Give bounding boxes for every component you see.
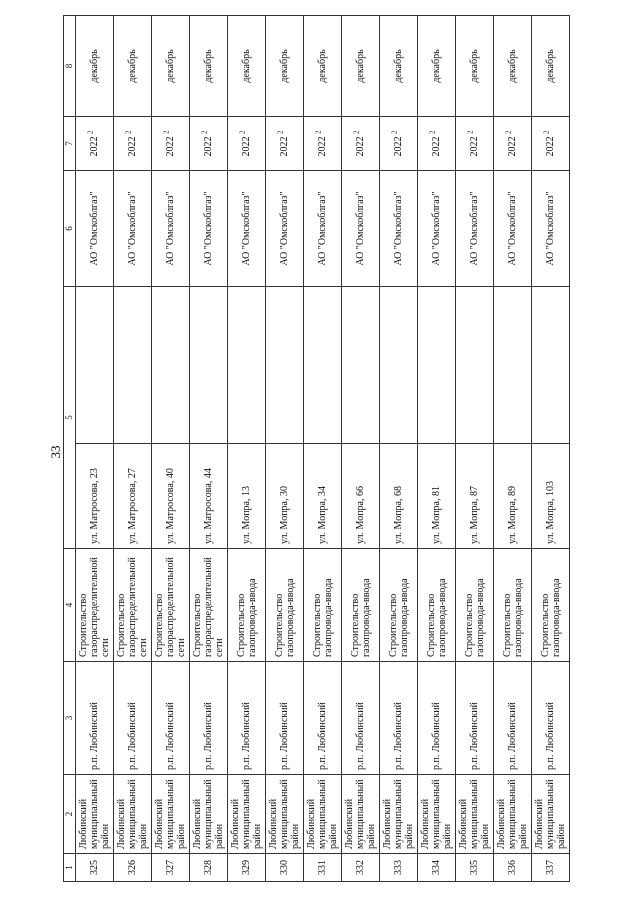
- footnote-mark: 2: [124, 130, 133, 134]
- month-cell: декабрь: [380, 16, 418, 117]
- empty-cell: [228, 287, 266, 444]
- table-body: [76, 16, 570, 882]
- year-cell: [228, 117, 266, 171]
- locality-cell: р.п. Любинский: [380, 662, 418, 775]
- locality-cell: р.п. Любинский: [228, 662, 266, 775]
- table-row: [342, 16, 380, 882]
- organization-cell: АО "Омскоблгаз": [418, 171, 456, 287]
- footnote-mark: 2: [352, 130, 361, 134]
- work-type-cell: Строительство газопровода-ввода: [342, 549, 380, 662]
- row-number: 330: [266, 854, 304, 882]
- year-cell: [342, 117, 380, 171]
- district-cell: Любинский муниципальный район: [228, 775, 266, 854]
- address-cell: ул. Мопра, 103: [532, 444, 570, 549]
- work-type-cell: Строительство газопровода-ввода: [494, 549, 532, 662]
- year-value: 2022: [165, 136, 176, 157]
- year-value: 2022: [279, 136, 290, 157]
- column-header: 7: [64, 117, 76, 171]
- work-type-cell: Строительство газораспределительной сети: [114, 549, 152, 662]
- month-cell: декабрь: [418, 16, 456, 117]
- year-cell: [304, 117, 342, 171]
- column-header: 6: [64, 171, 76, 287]
- locality-cell: р.п. Любинский: [190, 662, 228, 775]
- table-row: [76, 16, 114, 882]
- work-type-cell: Строительство газопровода-ввода: [532, 549, 570, 662]
- year-value: 2022: [241, 136, 252, 157]
- table-row: [380, 16, 418, 882]
- empty-cell: [532, 287, 570, 444]
- locality-cell: р.п. Любинский: [418, 662, 456, 775]
- row-number: 337: [532, 854, 570, 882]
- address-cell: ул. Мопра, 13: [228, 444, 266, 549]
- row-number: 328: [190, 854, 228, 882]
- year-value: 2022: [317, 136, 328, 157]
- month-cell: декабрь: [494, 16, 532, 117]
- organization-cell: АО "Омскоблгаз": [152, 171, 190, 287]
- footnote-mark: 2: [466, 130, 475, 134]
- empty-cell: [190, 287, 228, 444]
- month-cell: декабрь: [190, 16, 228, 117]
- year-cell: [532, 117, 570, 171]
- month-cell: декабрь: [76, 16, 114, 117]
- locality-cell: р.п. Любинский: [342, 662, 380, 775]
- row-number: 335: [456, 854, 494, 882]
- district-cell: Любинский муниципальный район: [380, 775, 418, 854]
- row-number: 333: [380, 854, 418, 882]
- table-header: [64, 16, 76, 882]
- rotated-table-wrapper: [63, 16, 570, 882]
- district-cell: Любинский муниципальный район: [342, 775, 380, 854]
- locality-cell: р.п. Любинский: [152, 662, 190, 775]
- organization-cell: АО "Омскоблгаз": [456, 171, 494, 287]
- footnote-mark: 2: [200, 130, 209, 134]
- address-cell: ул. Мопра, 34: [304, 444, 342, 549]
- locality-cell: р.п. Любинский: [494, 662, 532, 775]
- organization-cell: АО "Омскоблгаз": [532, 171, 570, 287]
- table-row: [532, 16, 570, 882]
- year-cell: [76, 117, 114, 171]
- footnote-mark: 2: [86, 130, 95, 134]
- page-number: 33: [48, 445, 63, 459]
- row-number: 329: [228, 854, 266, 882]
- year-value: 2022: [355, 136, 366, 157]
- address-cell: ул. Матросова, 23: [76, 444, 114, 549]
- column-header: 4: [64, 549, 76, 662]
- table-row: [114, 16, 152, 882]
- footnote-mark: 2: [504, 130, 513, 134]
- footnote-mark: 2: [542, 130, 551, 134]
- empty-cell: [76, 287, 114, 444]
- work-type-cell: Строительство газопровода-ввода: [418, 549, 456, 662]
- work-type-cell: Строительство газопровода-ввода: [266, 549, 304, 662]
- district-cell: Любинский муниципальный район: [532, 775, 570, 854]
- address-cell: ул. Матросова, 44: [190, 444, 228, 549]
- footnote-mark: 2: [428, 130, 437, 134]
- table-row: [152, 16, 190, 882]
- organization-cell: АО "Омскоблгаз": [266, 171, 304, 287]
- row-number: 327: [152, 854, 190, 882]
- table-row: [228, 16, 266, 882]
- row-number: 325: [76, 854, 114, 882]
- month-cell: декабрь: [152, 16, 190, 117]
- locality-cell: р.п. Любинский: [266, 662, 304, 775]
- organization-cell: АО "Омскоблгаз": [342, 171, 380, 287]
- row-number: 326: [114, 854, 152, 882]
- year-cell: [114, 117, 152, 171]
- table-row: [494, 16, 532, 882]
- organization-cell: АО "Омскоблгаз": [114, 171, 152, 287]
- footnote-mark: 2: [390, 130, 399, 134]
- address-cell: ул. Матросова, 27: [114, 444, 152, 549]
- empty-cell: [266, 287, 304, 444]
- year-cell: [380, 117, 418, 171]
- address-cell: ул. Мопра, 30: [266, 444, 304, 549]
- empty-cell: [304, 287, 342, 444]
- year-value: 2022: [507, 136, 518, 157]
- work-type-cell: Строительство газораспределительной сети: [76, 549, 114, 662]
- table-row: [418, 16, 456, 882]
- district-cell: Любинский муниципальный район: [494, 775, 532, 854]
- month-cell: декабрь: [304, 16, 342, 117]
- year-cell: [152, 117, 190, 171]
- district-cell: Любинский муниципальный район: [114, 775, 152, 854]
- footnote-mark: 2: [314, 130, 323, 134]
- table-row: [266, 16, 304, 882]
- address-cell: ул. Мопра, 66: [342, 444, 380, 549]
- organization-cell: АО "Омскоблгаз": [304, 171, 342, 287]
- year-value: 2022: [203, 136, 214, 157]
- locality-cell: р.п. Любинский: [76, 662, 114, 775]
- district-cell: Любинский муниципальный район: [304, 775, 342, 854]
- address-cell: ул. Мопра, 81: [418, 444, 456, 549]
- table-row: [304, 16, 342, 882]
- empty-cell: [342, 287, 380, 444]
- header-row: [64, 16, 76, 882]
- column-header: 5: [64, 287, 76, 549]
- locality-cell: р.п. Любинский: [532, 662, 570, 775]
- month-cell: декабрь: [532, 16, 570, 117]
- row-number: 331: [304, 854, 342, 882]
- year-cell: [456, 117, 494, 171]
- row-number: 332: [342, 854, 380, 882]
- row-number: 336: [494, 854, 532, 882]
- month-cell: декабрь: [456, 16, 494, 117]
- organization-cell: АО "Омскоблгаз": [494, 171, 532, 287]
- district-cell: Любинский муниципальный район: [76, 775, 114, 854]
- year-value: 2022: [545, 136, 556, 157]
- column-header: 3: [64, 662, 76, 775]
- year-value: 2022: [431, 136, 442, 157]
- year-cell: [266, 117, 304, 171]
- district-cell: Любинский муниципальный район: [456, 775, 494, 854]
- year-cell: [494, 117, 532, 171]
- table-row: [456, 16, 494, 882]
- empty-cell: [418, 287, 456, 444]
- work-type-cell: Строительство газопровода-ввода: [380, 549, 418, 662]
- empty-cell: [114, 287, 152, 444]
- address-cell: ул. Мопра, 87: [456, 444, 494, 549]
- district-cell: Любинский муниципальный район: [152, 775, 190, 854]
- locality-cell: р.п. Любинский: [456, 662, 494, 775]
- footnote-mark: 2: [276, 130, 285, 134]
- month-cell: декабрь: [342, 16, 380, 117]
- gasification-table: [63, 15, 570, 882]
- year-value: 2022: [393, 136, 404, 157]
- table-row: [190, 16, 228, 882]
- year-value: 2022: [127, 136, 138, 157]
- footnote-mark: 2: [238, 130, 247, 134]
- month-cell: декабрь: [228, 16, 266, 117]
- empty-cell: [380, 287, 418, 444]
- work-type-cell: Строительство газопровода-ввода: [304, 549, 342, 662]
- column-header: 1: [64, 854, 76, 882]
- organization-cell: АО "Омскоблгаз": [228, 171, 266, 287]
- locality-cell: р.п. Любинский: [304, 662, 342, 775]
- locality-cell: р.п. Любинский: [114, 662, 152, 775]
- column-header: 8: [64, 16, 76, 117]
- district-cell: Любинский муниципальный район: [418, 775, 456, 854]
- year-value: 2022: [469, 136, 480, 157]
- empty-cell: [494, 287, 532, 444]
- year-cell: [190, 117, 228, 171]
- month-cell: декабрь: [266, 16, 304, 117]
- column-header: 2: [64, 775, 76, 854]
- work-type-cell: Строительство газораспределительной сети: [190, 549, 228, 662]
- work-type-cell: Строительство газопровода-ввода: [228, 549, 266, 662]
- address-cell: ул. Мопра, 68: [380, 444, 418, 549]
- address-cell: ул. Мопра, 89: [494, 444, 532, 549]
- address-cell: ул. Матросова, 40: [152, 444, 190, 549]
- organization-cell: АО "Омскоблгаз": [190, 171, 228, 287]
- year-value: 2022: [89, 136, 100, 157]
- empty-cell: [456, 287, 494, 444]
- empty-cell: [152, 287, 190, 444]
- organization-cell: АО "Омскоблгаз": [380, 171, 418, 287]
- district-cell: Любинский муниципальный район: [266, 775, 304, 854]
- work-type-cell: Строительство газораспределительной сети: [152, 549, 190, 662]
- organization-cell: АО "Омскоблгаз": [76, 171, 114, 287]
- year-cell: [418, 117, 456, 171]
- row-number: 334: [418, 854, 456, 882]
- district-cell: Любинский муниципальный район: [190, 775, 228, 854]
- footnote-mark: 2: [162, 130, 171, 134]
- work-type-cell: Строительство газопровода-ввода: [456, 549, 494, 662]
- month-cell: декабрь: [114, 16, 152, 117]
